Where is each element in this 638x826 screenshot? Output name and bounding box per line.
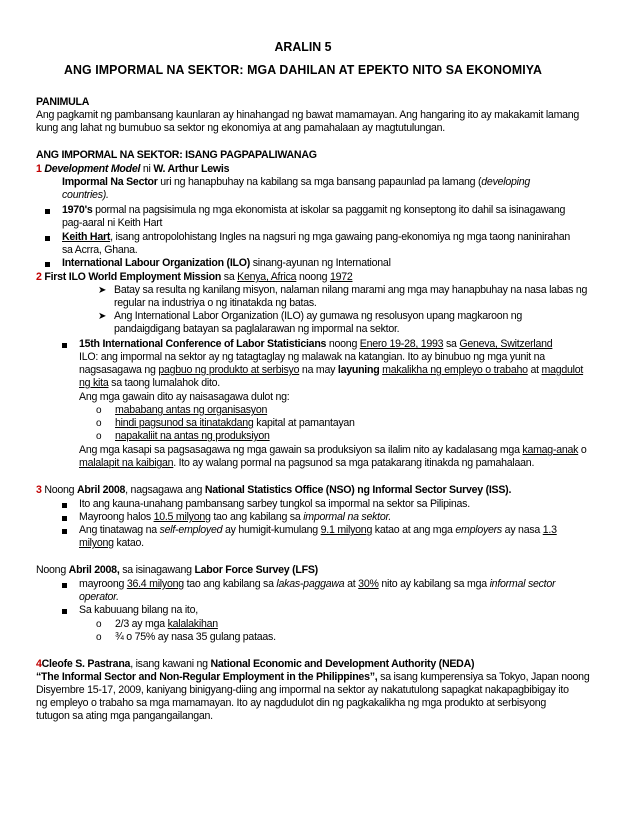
text: sa taong lumalahok dito. (108, 377, 221, 389)
text: ay nasa (501, 524, 543, 536)
text: nito ay kabilang sa mga (378, 578, 490, 590)
text: at (527, 364, 542, 376)
arrow-item-line: pandaigdigang batayan sa paglalarawan ng impormal na sektor. (114, 323, 400, 335)
bullet-square-icon (62, 529, 67, 534)
bullet-ilo (62, 257, 391, 270)
gawain-intro: Ang mga gawain dito ay naisasagawa dulot ng: (79, 391, 290, 403)
text: . Ito ay walang pormal na pagsunod sa mga patakarang itinakda ng pamahalaan. (173, 457, 535, 469)
text: na may (299, 364, 338, 376)
item-number: 2 (36, 271, 42, 283)
lfs-subitem (115, 618, 218, 631)
underlined-text: kamag-anak (522, 444, 579, 456)
survey-bullet (79, 524, 557, 537)
text: , nagsagawa ang (125, 484, 205, 496)
circle-bullet-icon: o (96, 431, 102, 442)
kasapi-line (79, 444, 587, 457)
underlined-text: kalalakihan (167, 618, 218, 630)
arrow-item-line: regular na industriya o ng itinatakda ng batas. (114, 297, 317, 309)
text-ni: ni (140, 163, 154, 175)
bullet-square-icon (45, 262, 50, 267)
underlined-text: 1.3 (542, 524, 557, 536)
text: tao ang kabilang sa (210, 511, 304, 523)
ilo-definition-line (79, 364, 583, 377)
ilo-definition-line: ILO: ang impormal na sektor ay ng tatagtaglay ng malawak na katangian. Ito ay binubuo ng mga yunit na (79, 351, 545, 363)
underlined-text: 10.5 milyong (153, 511, 211, 523)
conference-place: Geneva, Switzerland (459, 338, 553, 350)
item-1-line (36, 163, 229, 176)
bullet-square-icon (62, 503, 67, 508)
underlined-text: hindi pagsunod sa itinatakdang (115, 417, 254, 429)
italic-text: employers (455, 524, 502, 536)
lfs-name: Labor Force Survey (LFS) (194, 564, 318, 576)
text: nagsasagawa ng (79, 364, 159, 376)
bullet-text: , isang antropolohistang Ingles na nagsuri ng mga gawaing pang-ekonomiya ng mga taong naninirahan (110, 231, 570, 243)
item-4-line (36, 658, 474, 671)
italic-text: self-employed (159, 524, 223, 536)
underlined-text: ng kita (79, 377, 109, 389)
italic-text: lakas-paggawa (276, 578, 345, 590)
text-noong: noong (296, 271, 330, 283)
bullet-text: pormal na pagsisimula ng mga ekonomista at iskolar sa paggamit ng konseptong ito dahil sa isinagawang (92, 204, 566, 216)
gawain-item: napakaliit na antas ng produksiyon (115, 430, 270, 442)
nso-survey: National Statistics Office (NSO) ng Informal Sector Survey (ISS). (204, 484, 512, 496)
lesson-number: ARALIN 5 (274, 39, 332, 54)
italic-text: informal sector (489, 578, 556, 590)
item-2-line (36, 271, 353, 284)
text: o (578, 444, 587, 456)
text: , isang kawani ng (130, 658, 211, 670)
bullet-keith-hart (62, 231, 570, 244)
gawain-item (115, 417, 355, 430)
text: katao. (113, 537, 144, 549)
lfs-bullet (79, 578, 555, 591)
bullet-square-icon (45, 209, 50, 214)
bold-text: layuning (337, 364, 380, 376)
bullet-text: sinang-ayunan ng International (250, 257, 391, 269)
impormal-line (62, 176, 530, 189)
text: at (344, 578, 359, 590)
paper-title: “The Informal Sector and Non-Regular Employment in the Philippines”, (36, 671, 378, 683)
lfs-subitem: ¾ o 75% ay nasa 35 gulang pataas. (115, 631, 276, 643)
arrow-item-line: Batay sa resulta ng kanilang misyon, nalaman nilang marami ang mga may hanapbuhay na nasa labas ng (114, 284, 588, 296)
survey-bullet-cont (79, 537, 144, 550)
text: Ang tinatawag na (79, 524, 160, 536)
ilo-name: International Labour Organization (ILO) (62, 257, 250, 269)
arrow-bullet-icon: ➤ (98, 311, 107, 322)
year-1972: 1972 (329, 271, 353, 283)
arrow-item-line: Ang International Labor Organization (ILO) ay gumawa ng resolusyon upang magkaroon ng (114, 310, 523, 322)
arrow-bullet-icon: ➤ (98, 285, 107, 296)
dev-model: Development Model (44, 163, 141, 175)
neda-name: National Economic and Development Authority (NEDA) (210, 658, 475, 670)
year-1970s: 1970's (62, 204, 93, 216)
paragraph-line: Ang pagkamit ng pambansang kaunlaran ay hinahangad ng bawat mamamayan. Ang hangaring ito ay makakamit lamang (36, 109, 580, 121)
bullet-square-icon (62, 609, 67, 614)
impormal-desc: uri ng hanapbuhay na kabilang sa mga bansang papaunlad pa lamang ( (157, 176, 482, 188)
conference-date: Enero 19-28, 1993 (359, 338, 444, 350)
date: Abril 2008 (77, 484, 126, 496)
keith-hart: Keith Hart (62, 231, 111, 243)
paragraph-line (36, 671, 589, 684)
lfs-bullet-cont: operator. (79, 591, 119, 603)
bullet-square-icon (62, 516, 67, 521)
circle-bullet-icon: o (96, 405, 102, 416)
circle-bullet-icon: o (96, 632, 102, 643)
text: tao ang kabilang sa (183, 578, 277, 590)
lfs-line (36, 564, 318, 577)
text-noong: noong (326, 338, 360, 350)
underlined-text: pagbuo ng produkto at serbisyo (158, 364, 300, 376)
text: mayroong (79, 578, 127, 590)
conference-name: 15th International Conference of Labor Statisticians (79, 338, 327, 350)
ilo-mission: First ILO World Employment Mission (44, 271, 222, 283)
paragraph-line: tutugon sa ating mga pangangailangan. (36, 710, 213, 722)
italic-text: impormal na sektor. (303, 511, 392, 523)
underlined-text: milyong (79, 537, 114, 549)
item-number: 3 (36, 484, 42, 496)
text: sa isinagawang (119, 564, 195, 576)
text: Ang mga kasapi sa pagsasagawa ng mga gawain sa produksiyon sa ilalim nito ay kadalasang mga (79, 444, 523, 456)
text: katao at ang mga (372, 524, 456, 536)
bullet-square-icon (62, 583, 67, 588)
section-heading-panimula: PANIMULA (36, 96, 90, 108)
survey-bullet (79, 511, 391, 524)
text: kapital at pamantayan (253, 417, 355, 429)
text-sa: sa (443, 338, 460, 350)
survey-bullet: Ito ang kauna-unahang pambansang sarbey tungkol sa impormal na sektor sa Pilipinas. (79, 498, 470, 510)
text: Mayroong halos (79, 511, 154, 523)
underlined-text: malalapit na kaibigan (79, 457, 174, 469)
paragraph-line: kung ang lahat ng bumubuo sa sektor ng ekonomiya at ang pamahalaan ay magtutulungan. (36, 122, 445, 134)
paragraph-line: ng empleyo o trabaho sa mga mamamayan. Ito ay nagdudulot din ng pagkakalikha ng mga produkto at serbisyong (36, 697, 546, 709)
text: Noong (41, 484, 78, 496)
impormal-term: Impormal Na Sector (62, 176, 158, 188)
bullet-1970s (62, 204, 565, 217)
text: sa isang kumperensiya sa Tokyo, Japan noong (377, 671, 590, 683)
item-3-line (36, 484, 511, 497)
lesson-title: ANG IMPORMAL NA SEKTOR: MGA DAHILAN AT EPEKTO NITO SA EKONOMIYA (64, 62, 542, 77)
underlined-text: 36.4 milyong (126, 578, 184, 590)
countries: countries). (62, 189, 109, 201)
kasapi-line (79, 457, 534, 470)
underlined-text: 9.1 milyong (320, 524, 373, 536)
lewis: W. Arthur Lewis (153, 163, 230, 175)
text: Noong (36, 564, 69, 576)
circle-bullet-icon: o (96, 619, 102, 630)
underlined-text: 30% (358, 578, 379, 590)
person-name: Cleofe S. Pastrana (41, 658, 131, 670)
gawain-item: mababang antas ng organisasyon (115, 404, 268, 416)
ilo-definition-line (79, 377, 220, 390)
date: Abril 2008, (68, 564, 120, 576)
item-number: 1 (36, 163, 42, 175)
item-number: 4 (36, 658, 42, 670)
lfs-bullet: Sa kabuuang bilang na ito, (79, 604, 198, 616)
section-heading-paliwanag: ANG IMPORMAL NA SEKTOR: ISANG PAGPAPALIWANAG (36, 149, 317, 161)
paragraph-line: Disyembre 15-17, 2009, kaniyang binigyang-diing ang impormal na sektor ay nakatutulong sapagkat nakapagbibigay ito (36, 684, 569, 696)
bullet-cont: pag-aaral ni Keith Hart (62, 217, 163, 229)
developing: developing (481, 176, 531, 188)
bullet-square-icon (62, 343, 67, 348)
bullet-square-icon (45, 236, 50, 241)
underlined-text: makalikha ng empleyo o trabaho (382, 364, 528, 376)
conference-line (79, 338, 552, 351)
text: ay humigit-kumulang (222, 524, 321, 536)
underlined-text: magdulot (541, 364, 584, 376)
kenya: Kenya, Africa (237, 271, 297, 283)
text-sa: sa (221, 271, 238, 283)
circle-bullet-icon: o (96, 418, 102, 429)
bullet-cont: sa Acrra, Ghana. (62, 244, 138, 256)
text: 2/3 ay mga (115, 618, 168, 630)
